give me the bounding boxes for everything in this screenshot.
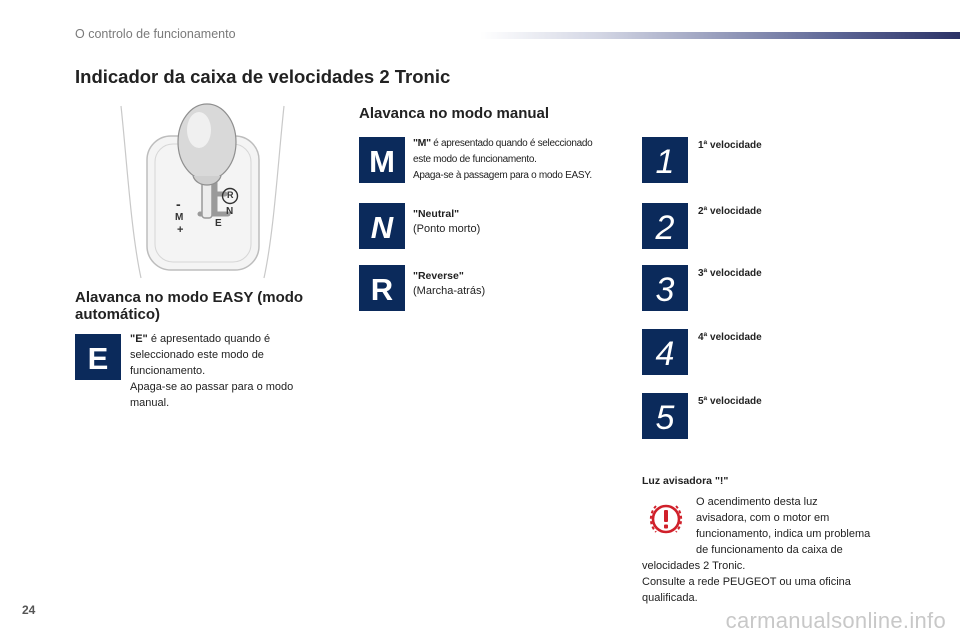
e-letter-icon-text: E (87, 341, 109, 376)
easy-mode-title: Alavanca no modo EASY (modo automático) (75, 289, 304, 323)
gear-5-icon (642, 393, 688, 439)
watermark-text: carmanualsonline.info (725, 608, 946, 633)
svg-text:M: M (369, 144, 395, 179)
page-number: 24 (22, 603, 36, 617)
easy-mode-code: "E" (130, 333, 148, 345)
manual-m-line1: é apresentado quando é seleccionado (430, 138, 593, 149)
svg-text:1: 1 (655, 143, 675, 181)
gear-3-label: 3ª velocidade (698, 268, 762, 279)
svg-text:N: N (370, 210, 394, 245)
gear-4-icon (642, 329, 688, 375)
gear-lever-illustration (115, 102, 290, 280)
lever-label-r: R (227, 190, 234, 200)
warning-line7: qualificada. (642, 592, 698, 604)
warning-line2: avisadora, com o motor em (696, 512, 830, 524)
warning-line6: Consulte a rede PEUGEOT ou uma oficina (642, 576, 851, 588)
header-gradient-bar (480, 32, 960, 39)
easy-mode-line4: Apaga-se ao passar para o modo (130, 381, 294, 393)
lever-label-plus: + (177, 224, 184, 236)
warning-line4: de funcionamento da caixa de (696, 544, 843, 556)
easy-mode-line2: seleccionado este modo de (130, 349, 264, 361)
lever-label-m: M (175, 212, 184, 223)
easy-mode-description (130, 331, 330, 411)
page-title: Indicador da caixa de velocidades 2 Tronic (75, 66, 451, 87)
warning-line3: funcionamento, indica um problema (696, 528, 871, 540)
warning-desc-bottom (642, 558, 942, 606)
manual-mode-r-description (413, 269, 485, 299)
easy-mode-line5: manual. (130, 397, 170, 409)
gear-2-icon (642, 203, 688, 249)
easy-mode-line3: funcionamento. (130, 365, 206, 377)
manual-r-code: "Reverse" (413, 270, 464, 282)
warning-desc-top (696, 494, 926, 558)
lever-label-e: E (215, 218, 222, 229)
warning-exclamation-icon (647, 500, 685, 538)
gear-1-label: 1ª velocidade (698, 140, 762, 151)
manual-m-line3: Apaga-se à passagem para o modo EASY. (413, 170, 592, 181)
manual-n-code: "Neutral" (413, 208, 460, 220)
manual-m-line2: este modo de funcionamento. (413, 154, 537, 165)
svg-text:3: 3 (655, 271, 675, 309)
manual-mode-r-icon (359, 265, 405, 311)
manual-r-desc: (Marcha-atrás) (413, 285, 486, 297)
warning-line1: O acendimento desta luz (696, 496, 818, 508)
lever-label-minus: - (176, 196, 181, 212)
gear-3-icon (642, 265, 688, 311)
lever-label-n: N (226, 206, 234, 217)
gear-1-icon (642, 137, 688, 183)
svg-text:5: 5 (655, 399, 675, 437)
manual-mode-n-icon (359, 203, 405, 249)
gear-4-label: 4ª velocidade (698, 332, 762, 343)
gear-2-label: 2ª velocidade (698, 206, 762, 217)
manual-n-desc: (Ponto morto) (413, 223, 481, 235)
easy-mode-line1: é apresentado quando é (147, 333, 271, 345)
manual-mode-title: Alavanca no modo manual (359, 105, 550, 122)
manual-mode-m-description (413, 136, 628, 183)
manual-m-code: "M" (413, 137, 431, 149)
header-section-title: O controlo de funcionamento (75, 27, 236, 41)
easy-mode-e-icon (75, 334, 121, 380)
manual-mode-n-description (413, 207, 480, 237)
gear-5-label: 5ª velocidade (698, 396, 762, 407)
warning-title: Luz avisadora "!" (642, 475, 729, 487)
warning-line5: velocidades 2 Tronic. (642, 560, 746, 572)
svg-text:2: 2 (655, 209, 675, 247)
manual-mode-m-icon (359, 137, 405, 183)
svg-text:4: 4 (655, 335, 675, 373)
svg-text:R: R (370, 272, 394, 307)
